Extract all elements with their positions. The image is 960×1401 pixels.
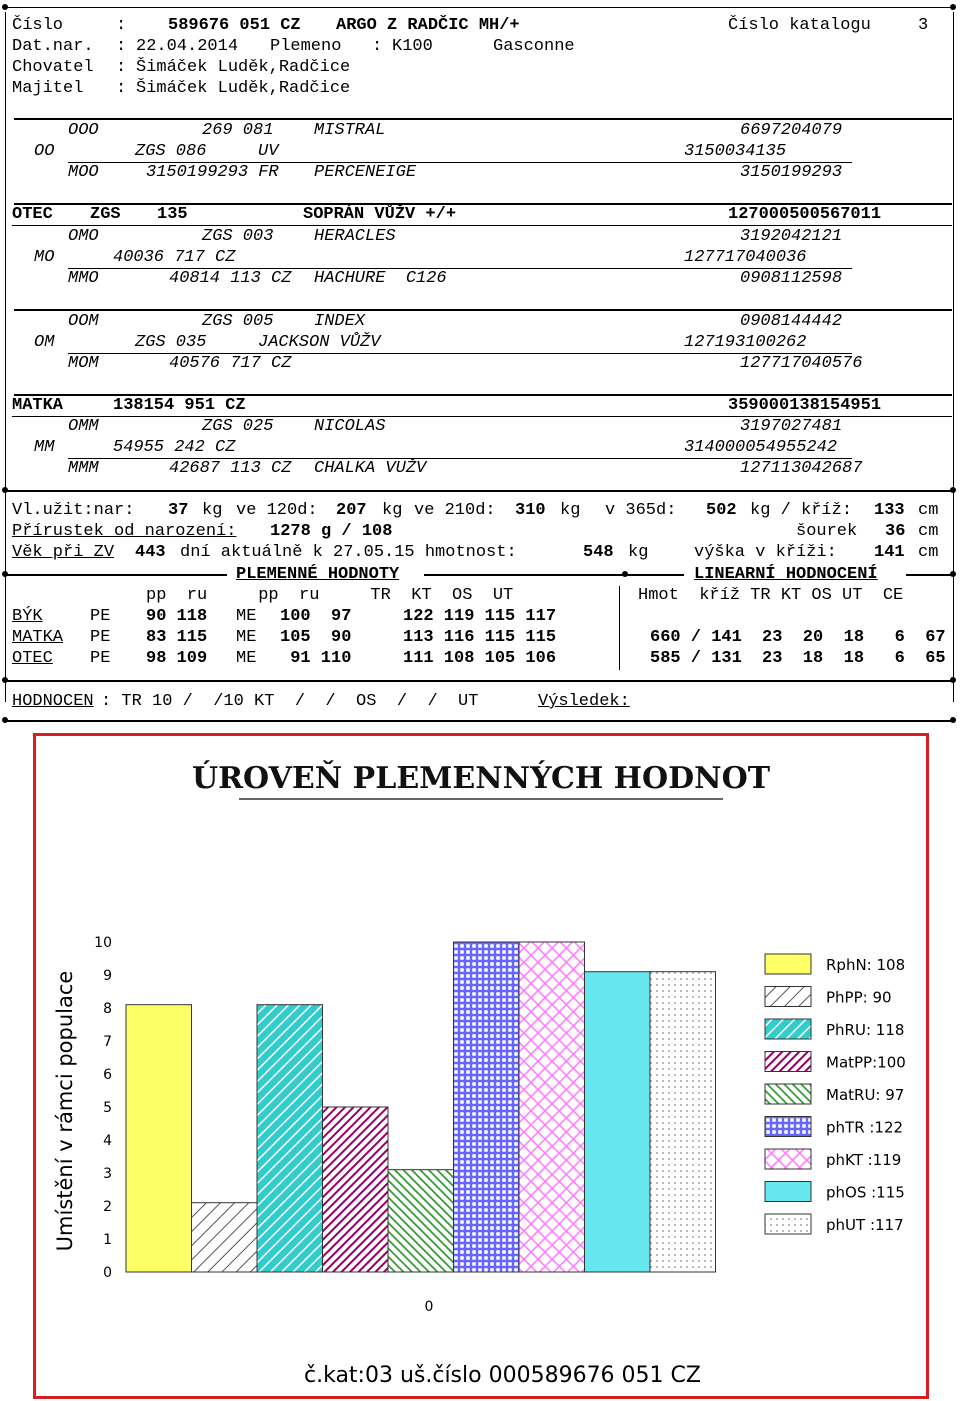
corner-dot (950, 487, 956, 493)
sep: : (372, 37, 383, 56)
matka-code: MATKA (12, 396, 64, 415)
datnar-label: Dat.nar. (12, 37, 94, 56)
rule (12, 225, 952, 226)
oo-code: OO (34, 142, 55, 161)
kriz-value: 133 (874, 501, 905, 520)
row-linear-values: 113 116 115 115 (403, 628, 557, 647)
sourek-label: šourek (796, 522, 858, 541)
otec-num: 135 (157, 205, 188, 224)
row-hmot: 660 / 141 (650, 628, 742, 647)
kg: kg (202, 501, 223, 520)
y-tick-label: 6 (103, 1067, 112, 1083)
kg: kg (560, 501, 581, 520)
rule (906, 574, 955, 576)
prirustek-label: Přírustek od narození: (12, 522, 237, 541)
row-label-otec: OTEC (12, 649, 53, 668)
x-axis-label: 0 (424, 1299, 434, 1315)
oom-code: OOM (68, 312, 99, 331)
matka-id: 359000138154951 (728, 396, 882, 415)
linearni-title: LINEARNÍ HODNOCENÍ (694, 565, 878, 584)
corner-dot (950, 717, 956, 723)
kriz-label: kg / kříž: (750, 501, 853, 520)
sep: : (116, 79, 127, 98)
corner-dot (950, 571, 956, 577)
y-tick-label: 7 (103, 1034, 112, 1050)
row-me: ME (236, 649, 257, 668)
omo-name: HERACLES (314, 227, 396, 246)
breeding-header: pp ru pp ru TR KT OS UT (146, 586, 514, 605)
moo-reg: 3150199293 FR (146, 163, 279, 182)
katalog-label: Číslo katalogu (728, 16, 871, 35)
ooo-code: OOO (68, 121, 99, 140)
rule (5, 574, 227, 576)
border-right (953, 12, 954, 702)
y-axis-label: Umístění v rámci populace (53, 970, 77, 1252)
vek-label: Věk při ZV (12, 543, 115, 562)
corner-dot (2, 677, 8, 683)
plemeno-label: Plemeno (270, 37, 342, 56)
row-me: ME (236, 628, 257, 647)
matka-reg: 138154 951 CZ (113, 396, 246, 415)
omo-code: OMO (68, 227, 99, 246)
legend-label: phTR :122 (826, 1118, 904, 1137)
hmotnost-value: 548 (583, 543, 614, 562)
row-pe-values: 90 118 (146, 607, 208, 626)
kg: kg (382, 501, 403, 520)
y-tick-label: 0 (103, 1265, 112, 1281)
plemenne-title: PLEMENNÉ HODNOTY (236, 565, 400, 584)
row-lin-rest: 23 18 18 6 65 (762, 649, 946, 668)
omm-id: 3197027481 (740, 417, 843, 436)
legend-swatch-phut (765, 1214, 811, 1234)
moo-id: 3150199293 (740, 163, 843, 182)
row-lin-rest: 23 20 18 6 67 (762, 628, 946, 647)
mm-code: MM (34, 438, 55, 457)
row-pe: PE (90, 649, 111, 668)
y-tick-label: 2 (103, 1199, 112, 1215)
prirustek-value: 1278 g / 108 (270, 522, 393, 541)
otec-id: 127000500567011 (728, 205, 882, 224)
cislo-label: Číslo (12, 16, 64, 35)
legend-label: phOS :115 (826, 1183, 905, 1202)
mm-reg: 54955 242 CZ (113, 438, 236, 457)
row-pe: PE (90, 607, 111, 626)
bar-phkt (519, 942, 585, 1272)
linear-header: Hmot kříž TR KT OS UT CE (638, 586, 904, 605)
corner-dot (2, 4, 8, 10)
moo-code: MOO (68, 163, 99, 182)
chart-title: ÚROVEŇ PLEMENNÝCH HODNOT (191, 761, 771, 796)
legend-label: PhRU: 118 (826, 1021, 905, 1039)
ooo-name: MISTRAL (314, 121, 386, 140)
cm: cm (918, 543, 939, 562)
cm: cm (918, 501, 939, 520)
legend-label: MatPP:100 (826, 1053, 906, 1072)
sourek-value: 36 (885, 522, 906, 541)
mom-id: 127717040576 (740, 354, 863, 373)
otec-reg: ZGS (90, 205, 121, 224)
w365-value: 502 (706, 501, 737, 520)
om-reg: ZGS 035 (135, 333, 207, 352)
bar-phut (650, 972, 716, 1272)
omm-name: NICOLAS (314, 417, 386, 436)
mmo-code: MMO (68, 269, 99, 288)
legend-label: phKT :119 (826, 1151, 902, 1169)
bar-phru (257, 1005, 323, 1272)
bar-matpp (323, 1107, 389, 1272)
row-label-matka: MATKA (12, 628, 64, 647)
vysledek-label: Výsledek: (538, 692, 630, 711)
moo-name: PERCENEIGE (314, 163, 417, 182)
y-tick-label: 4 (103, 1133, 112, 1149)
rule (5, 680, 955, 682)
mm-id: 314000054955242 (684, 438, 838, 457)
row-pe: PE (90, 628, 111, 647)
vl-nar-value: 37 (168, 501, 189, 520)
kg: kg (628, 543, 649, 562)
sep: : (116, 16, 127, 35)
vyska-label: výška v kříži: (694, 543, 837, 562)
corner-dot (950, 677, 956, 683)
row-me-values: 105 90 (280, 628, 352, 647)
om-code: OM (34, 333, 55, 352)
oom-id: 0908144442 (740, 312, 843, 331)
legend-swatch-phos (765, 1182, 811, 1202)
legend-swatch-phkt (765, 1149, 811, 1169)
chovatel-label: Chovatel (12, 58, 94, 77)
plemeno-value: K100 (392, 37, 433, 56)
row-linear-values: 122 119 115 117 (403, 607, 557, 626)
row-label-byk: BÝK (12, 607, 43, 626)
bar-phtr (454, 942, 520, 1272)
bar-phpp (192, 1203, 258, 1272)
mo-reg: 40036 717 CZ (113, 248, 236, 267)
mmo-name: HACHURE C126 (314, 269, 447, 288)
row-me-values: 91 110 (280, 649, 352, 668)
cm: cm (918, 522, 939, 541)
oom-reg: ZGS 005 (202, 312, 274, 331)
mmm-code: MMM (68, 459, 99, 478)
legend-label: MatRU: 97 (826, 1086, 905, 1104)
corner-dot (950, 4, 956, 10)
datnar-value: 22.04.2014 (136, 37, 239, 56)
omm-code: OMM (68, 417, 99, 436)
majitel-label: Majitel (12, 79, 84, 98)
col-divider (619, 586, 620, 670)
katalog-value: 3 (918, 16, 929, 35)
legend-swatch-phtr (765, 1117, 811, 1137)
legend-swatch-rphn (765, 954, 811, 974)
row-hmot: 585 / 131 (650, 649, 742, 668)
bar-rphn (126, 1005, 192, 1272)
oom-name: INDEX (314, 312, 366, 331)
y-tick-label: 3 (103, 1166, 112, 1182)
rule (5, 720, 955, 722)
oo-id: 3150034135 (684, 142, 787, 161)
w120-value: 207 (336, 501, 367, 520)
w210-value: 310 (515, 501, 546, 520)
omm-reg: ZGS 025 (202, 417, 274, 436)
om-id: 127193100262 (684, 333, 807, 352)
plemeno-name: Gasconne (493, 37, 575, 56)
mom-code: MOM (68, 354, 99, 373)
rule (5, 490, 955, 492)
y-tick-label: 10 (94, 935, 112, 951)
animal-name: ARGO Z RADČIC MH/+ (336, 16, 520, 35)
sep: : (116, 37, 127, 56)
sep: : (116, 58, 127, 77)
mmo-reg: 40814 113 CZ (169, 269, 292, 288)
row-pe-values: 83 115 (146, 628, 208, 647)
legend-label: RphN: 108 (826, 956, 906, 974)
corner-dot (622, 571, 628, 577)
corner-dot (2, 571, 8, 577)
oo-reg: ZGS 086 (135, 142, 207, 161)
vyska-value: 141 (874, 543, 905, 562)
y-tick-label: 1 (103, 1232, 112, 1248)
chart-canvas (36, 736, 926, 1396)
omo-id: 3192042121 (740, 227, 843, 246)
v365-label: v 365d: (605, 501, 677, 520)
otec-code: OTEC (12, 205, 53, 224)
corner-dot (2, 717, 8, 723)
y-tick-label: 5 (103, 1100, 112, 1116)
legend-label: phUT :117 (826, 1216, 904, 1234)
y-tick-label: 9 (103, 968, 112, 984)
rule (14, 309, 952, 311)
y-tick-label: 8 (103, 1001, 112, 1017)
hodnocen-label: HODNOCEN (12, 692, 94, 711)
vek-value: 443 (135, 543, 166, 562)
row-pe-values: 98 109 (146, 649, 208, 668)
oo-name: UV (258, 142, 279, 161)
ve210-label: ve 210d: (414, 501, 496, 520)
legend-swatch-matpp (765, 1052, 811, 1072)
ooo-id: 6697204079 (740, 121, 843, 140)
om-name: JACKSON VŮŽV (258, 333, 381, 352)
vek-rest: dní aktuálně k 27.05.15 hmotnost: (180, 543, 517, 562)
row-linear-values: 111 108 105 106 (403, 649, 557, 668)
mmm-id: 127113042687 (740, 459, 863, 478)
corner-dot (2, 487, 8, 493)
rule (14, 118, 952, 120)
border-left (5, 12, 6, 702)
mmm-reg: 42687 113 CZ (169, 459, 292, 478)
legend-swatch-phru (765, 1019, 811, 1039)
vl-label: Vl.užit:nar: (12, 501, 135, 520)
chart-footer: č.kat:03 uš.číslo 000589676 051 CZ (304, 1363, 701, 1388)
row-me-values: 100 97 (280, 607, 352, 626)
omo-reg: ZGS 003 (202, 227, 274, 246)
ooo-reg: 269 081 (202, 121, 274, 140)
top-rule (5, 7, 955, 8)
mo-code: MO (34, 248, 55, 267)
mom-reg: 40576 717 CZ (169, 354, 292, 373)
bar-matru (388, 1170, 454, 1272)
chovatel-value: Šimáček Luděk,Radčice (136, 58, 351, 77)
mmo-id: 0908112598 (740, 269, 843, 288)
mo-id: 127717040036 (684, 248, 807, 267)
hodnocen-values: : TR 10 / /10 KT / / OS / / UT (101, 692, 479, 711)
otec-name: SOPRÁN VŮŽV +/+ (303, 205, 457, 224)
bar-phos (585, 972, 651, 1272)
row-me: ME (236, 607, 257, 626)
breeding-values-chart (33, 733, 929, 1399)
rule (424, 574, 684, 576)
legend-label: PhPP: 90 (826, 988, 892, 1007)
animal-number: 589676 051 CZ (168, 16, 301, 35)
majitel-value: Šimáček Luděk,Radčice (136, 79, 351, 98)
legend-swatch-phpp (765, 987, 811, 1007)
mmm-name: CHALKA VUŽV (314, 459, 427, 478)
legend-swatch-matru (765, 1084, 811, 1104)
ve120-label: ve 120d: (236, 501, 318, 520)
